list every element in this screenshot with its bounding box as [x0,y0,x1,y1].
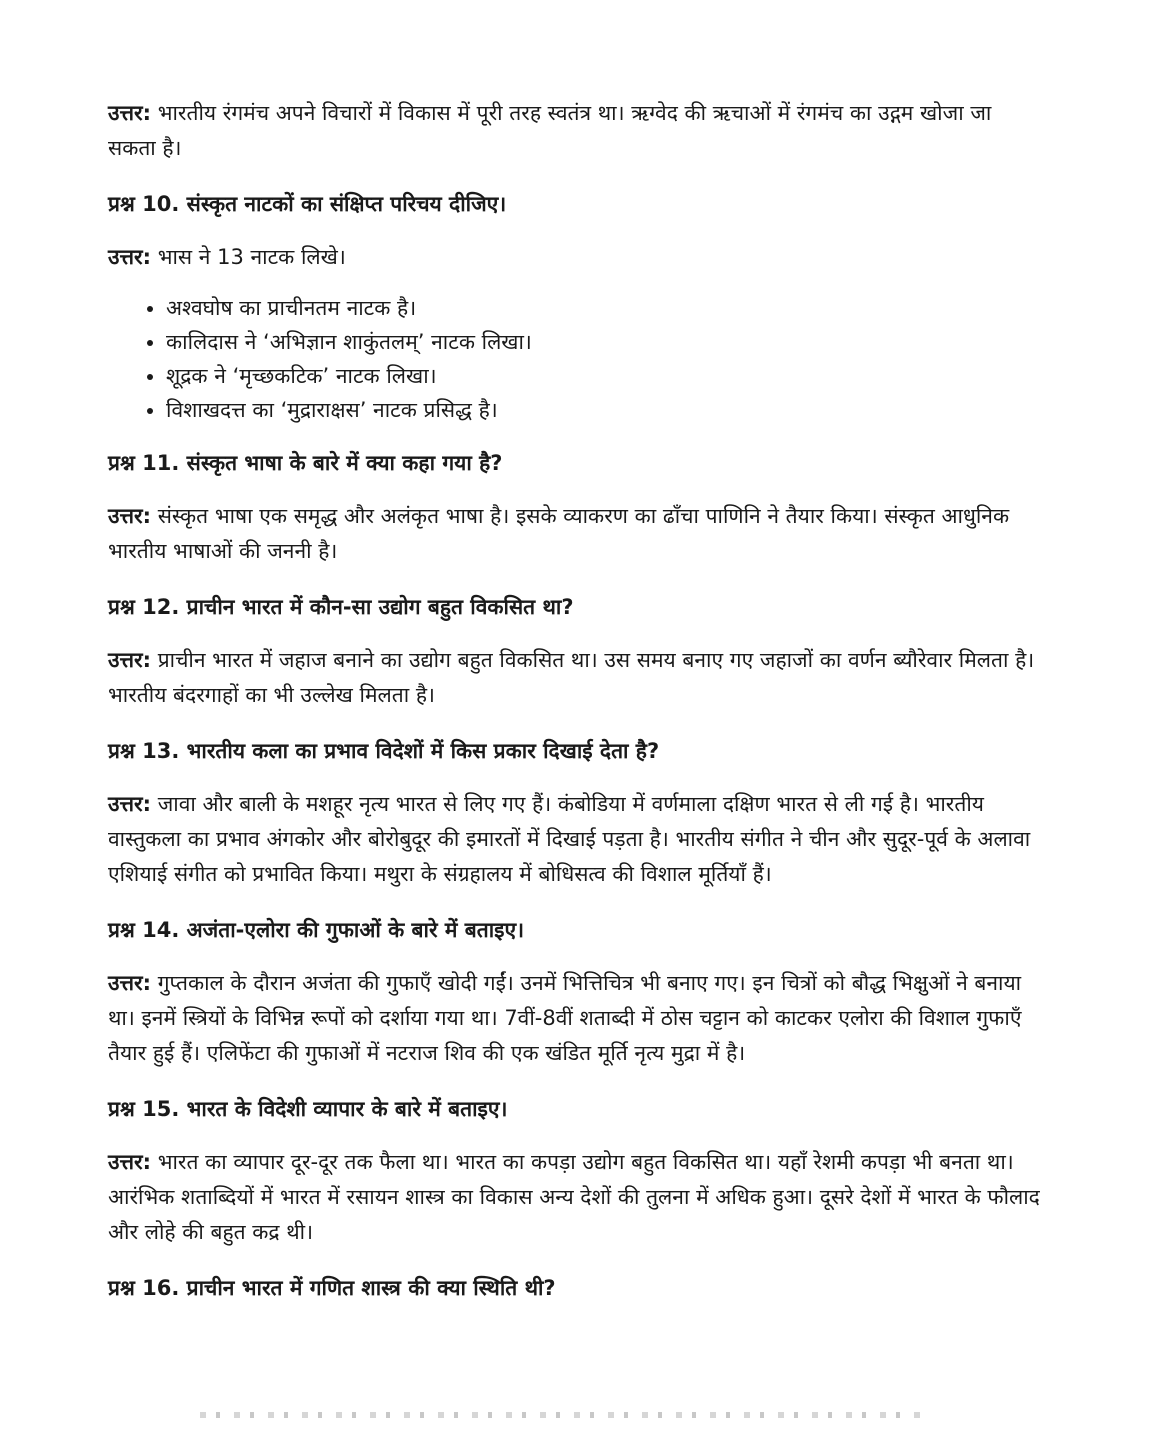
answer-text: भारतीय रंगमंच अपने विचारों में विकास में पूरी तरह स्वतंत्र था। ऋग्वेद की ऋचाओं में रंगमंच का उद्गम खोजा जा सकता है। [108,101,992,160]
question-heading: प्रश्न 16. प्राचीन भारत में गणित शास्त्र की क्या स्थिति थी? [108,1276,556,1300]
question-heading: प्रश्न 12. प्राचीन भारत में कौन-सा उद्योग बहुत विकसित था? [108,595,574,619]
list-item: • विशाखदत्त का ‘मुद्राराक्षस’ नाटक प्रसिद्ध है। [166,393,1043,427]
question-heading: प्रश्न 11. संस्कृत भाषा के बारे में क्या कहा गया है? [108,451,503,475]
answer-label: उत्तर: [108,245,152,269]
answer-label: उत्तर: [108,971,152,995]
answer-label: उत्तर: [108,648,152,672]
answer-label: उत्तर: [108,792,152,816]
list-item: • शूद्रक ने ‘मृच्छकटिक’ नाटक लिखा। [166,359,1043,393]
answer-paragraph [108,96,1043,166]
answer-paragraph [108,966,1043,1071]
answer-paragraph [108,643,1043,713]
answer-paragraph [108,499,1043,569]
answer-label: उत्तर: [108,1150,152,1174]
question-heading: प्रश्न 14. अजंता-एलोरा की गुफाओं के बारे में बताइए। [108,918,525,942]
list-item: • कालिदास ने ‘अभिज्ञान शाकुंतलम्’ नाटक लिखा। [166,325,1043,359]
answer-paragraph [108,787,1043,892]
question-heading: प्रश्न 13. भारतीय कला का प्रभाव विदेशों में किस प्रकार दिखाई देता है? [108,739,660,763]
question-heading: प्रश्न 15. भारत के विदेशी व्यापार के बारे में बताइए। [108,1097,508,1121]
answer-text: भारत का व्यापार दूर-दूर तक फैला था। भारत का कपड़ा उद्योग बहुत विकसित था। यहाँ रेशमी कपड़ा भी बनता था। आरंभिक शताब्दियों में भारत में रसायन शास्त्र का विकास अन्य देशों की तुलना में अधिक हुआ। दूसरे देशों में भारत के फौलाद और लोहे की बहुत कद्र थी। [108,1150,1040,1244]
answer-text: प्राचीन भारत में जहाज बनाने का उद्योग बहुत विकसित था। उस समय बनाए गए जहाजों का वर्णन ब्यौरेवार मिलता है। भारतीय बंदरगाहों का भी उल्लेख मिलता है। [108,648,1035,707]
list-item: • अश्वघोष का प्राचीनतम नाटक है। [166,291,1043,325]
answer-paragraph [108,1145,1043,1250]
document-page [108,96,1043,1324]
answer-text: भास ने 13 नाटक लिखे। [151,245,346,269]
cut-off-text-line [200,1412,920,1418]
answer-text: गुप्तकाल के दौरान अजंता की गुफाएँ खोदी गईं। उनमें भित्तिचित्र भी बनाए गए। इन चित्रों को बौद्ध भिक्षुओं ने बनाया था। इनमें स्त्रियों के विभिन्न रूपों को दर्शाया गया था। 7वीं-8वीं शताब्दी में ठोस चट्टान को काटकर एलोरा की विशाल गुफाएँ तैयार हुई हैं। एलिफेंटा की गुफाओं में नटराज शिव की एक खंडित मूर्ति नृत्य मुद्रा में है। [108,971,1022,1065]
question-heading: प्रश्न 10. संस्कृत नाटकों का संक्षिप्त परिचय दीजिए। [108,192,507,216]
answer-label: उत्तर: [108,101,152,125]
bullet-list [108,291,1043,427]
answer-paragraph [108,240,1043,275]
answer-label: उत्तर: [108,504,152,528]
answer-text: संस्कृत भाषा एक समृद्ध और अलंकृत भाषा है। इसके व्याकरण का ढाँचा पाणिनि ने तैयार किया। संस्कृत आधुनिक भारतीय भाषाओं की जननी है। [108,504,1010,563]
answer-text: जावा और बाली के मशहूर नृत्य भारत से लिए गए हैं। कंबोडिया में वर्णमाला दक्षिण भारत से ली गई है। भारतीय वास्तुकला का प्रभाव अंगकोर और बोरोबुदूर की इमारतों में दिखाई पड़ता है। भारतीय संगीत ने चीन और सुदूर-पूर्व के अलावा एशियाई संगीत को प्रभावित किया। मथुरा के संग्रहालय में बोधिसत्व की विशाल मूर्तियाँ हैं। [108,792,1031,886]
